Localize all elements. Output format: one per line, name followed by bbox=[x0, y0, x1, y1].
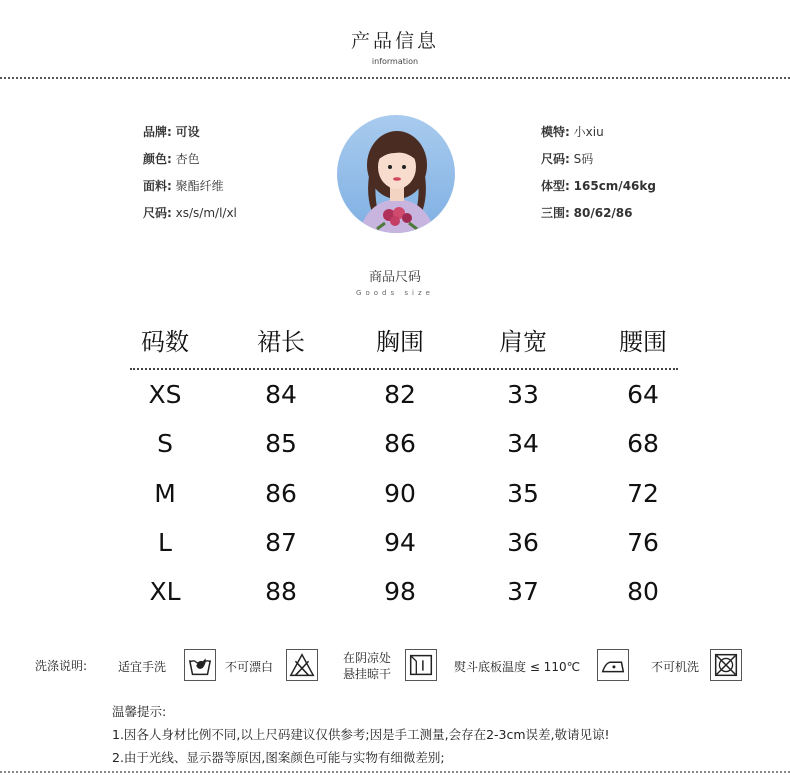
cell-waist: 72 bbox=[627, 479, 659, 508]
care-label-no-bleach: 不可漂白 bbox=[225, 660, 274, 674]
hand-wash-icon bbox=[184, 649, 216, 681]
care-label-iron: 熨斗底板温度 ≤ 110℃ bbox=[454, 660, 581, 674]
cell-waist: 64 bbox=[627, 380, 659, 409]
cell-length: 84 bbox=[265, 380, 297, 409]
care-label-no-machine-wash: 不可机洗 bbox=[651, 660, 700, 674]
care-label-hand-wash: 适宜手洗 bbox=[118, 660, 167, 674]
care-title: 洗涤说明: bbox=[35, 659, 88, 673]
cell-shoulder: 33 bbox=[507, 380, 539, 409]
cell-length: 85 bbox=[265, 429, 297, 458]
tips-section bbox=[112, 700, 610, 769]
footer-divider bbox=[0, 771, 790, 773]
col-header-bust: 胸围 bbox=[376, 328, 424, 356]
cell-shoulder: 36 bbox=[507, 528, 539, 557]
model-photo bbox=[337, 115, 455, 233]
header-divider bbox=[0, 77, 790, 79]
cell-shoulder: 35 bbox=[507, 479, 539, 508]
info-sizes: 尺码: xs/s/m/l/xl bbox=[143, 206, 237, 220]
care-label-dry-shade-1: 在阴凉处 bbox=[343, 651, 392, 665]
info-body: 体型: 165cm/46kg bbox=[541, 179, 656, 193]
info-fabric: 面料: 聚酯纤维 bbox=[143, 179, 224, 193]
cell-bust: 94 bbox=[384, 528, 416, 557]
cell-size: L bbox=[158, 528, 172, 557]
page-title: 产品信息 bbox=[350, 30, 439, 52]
info-measurements: 三围: 80/62/86 bbox=[541, 206, 633, 220]
no-bleach-icon bbox=[286, 649, 318, 681]
cell-length: 87 bbox=[265, 528, 297, 557]
cell-size: S bbox=[157, 429, 173, 458]
care-label-dry-shade-2: 悬挂晾干 bbox=[343, 667, 392, 681]
cell-length: 88 bbox=[265, 577, 297, 606]
info-brand: 品牌: 可设 bbox=[143, 125, 200, 139]
cell-size: XS bbox=[148, 380, 182, 409]
col-header-waist: 腰围 bbox=[619, 328, 667, 356]
info-model-size: 尺码: S码 bbox=[541, 152, 594, 166]
cell-waist: 80 bbox=[627, 577, 659, 606]
tips-title: 温馨提示: bbox=[112, 704, 167, 719]
col-header-length: 裙长 bbox=[257, 328, 305, 356]
page-subtitle: information bbox=[371, 57, 419, 66]
no-machine-wash-icon bbox=[710, 649, 742, 681]
cell-bust: 98 bbox=[384, 577, 416, 606]
cell-waist: 68 bbox=[627, 429, 659, 458]
cell-size: XL bbox=[149, 577, 181, 606]
table-header-divider bbox=[130, 368, 678, 370]
col-header-size: 码数 bbox=[141, 328, 189, 356]
size-section-title: 商品尺码 bbox=[368, 270, 421, 285]
cell-shoulder: 34 bbox=[507, 429, 539, 458]
cell-shoulder: 37 bbox=[507, 577, 539, 606]
col-header-shoulder: 肩宽 bbox=[499, 328, 547, 356]
cell-bust: 82 bbox=[384, 380, 416, 409]
care-instructions bbox=[0, 648, 790, 684]
line-dry-shade-icon bbox=[405, 649, 437, 681]
tips-line-1: 1.因各人身材比例不同,以上尺码建议仅供参考;因是手工测量,会存在2-3cm误差,敬请见谅! bbox=[112, 727, 610, 742]
cell-bust: 86 bbox=[384, 429, 416, 458]
iron-low-icon bbox=[597, 649, 629, 681]
cell-bust: 90 bbox=[384, 479, 416, 508]
cell-length: 86 bbox=[265, 479, 297, 508]
size-section-subtitle: Goods size bbox=[356, 289, 434, 297]
tips-line-2: 2.由于光线、显示器等原因,图案颜色可能与实物有细微差别; bbox=[112, 750, 445, 765]
info-color: 颜色: 杏色 bbox=[143, 152, 200, 166]
info-model: 模特: 小xiu bbox=[541, 125, 604, 139]
cell-waist: 76 bbox=[627, 528, 659, 557]
cell-size: M bbox=[154, 479, 176, 508]
